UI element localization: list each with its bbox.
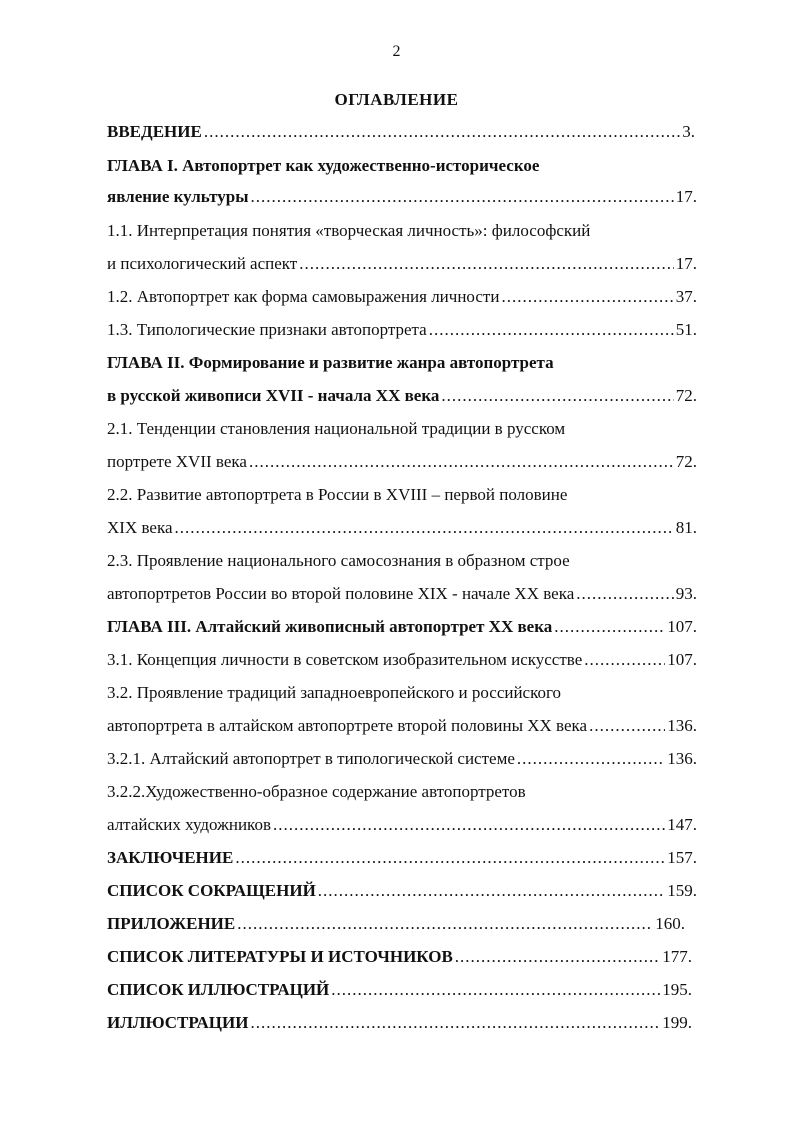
dot-leader xyxy=(318,880,665,902)
toc-entry-label: 1.2. Автопортрет как форма самовыражения личности xyxy=(107,287,500,306)
dot-leader xyxy=(455,946,660,968)
dot-leader xyxy=(517,748,665,770)
toc-entry-2-3[interactable] xyxy=(107,583,697,605)
toc-entry-literature[interactable] xyxy=(107,946,692,968)
toc-entry-3-2[interactable] xyxy=(107,715,697,737)
toc-entry-1-2[interactable] xyxy=(107,286,697,308)
toc-entry-page: 51. xyxy=(675,320,697,339)
dot-leader xyxy=(175,517,674,539)
toc-entry-page: 136. xyxy=(667,749,697,768)
toc-entry-chapter-2[interactable] xyxy=(107,385,697,407)
toc-entry-page: 160. xyxy=(655,914,685,933)
toc-entry-page: 72. xyxy=(675,386,697,405)
toc-entry-label: и психологический аспект xyxy=(107,254,298,273)
page-title: ОГЛАВЛЕНИЕ xyxy=(334,90,459,109)
toc-entry-chapter-2-line1: ГЛАВА II. Формирование и развитие жанра автопортрета xyxy=(107,353,554,372)
toc-entry-page: 195. xyxy=(662,980,692,999)
toc-entry-page: 107. xyxy=(667,617,697,636)
dot-leader xyxy=(584,649,665,671)
toc-entry-1-1[interactable] xyxy=(107,253,697,275)
dot-leader xyxy=(429,319,674,341)
toc-entry-label: ПРИЛОЖЕНИЕ xyxy=(107,914,236,933)
toc-entry-chapter-1-line1: ГЛАВА I. Автопортрет как художественно-историческое xyxy=(107,156,540,175)
toc-entry-intro[interactable] xyxy=(107,121,695,143)
toc-entry-label: 3.1. Концепция личности в советском изобразительном искусстве xyxy=(107,650,583,669)
page-number: 2 xyxy=(392,43,401,60)
toc-entry-page: 17. xyxy=(675,187,697,206)
toc-entry-3-2-2-line1: 3.2.2.Художественно-образное содержание автопортретов xyxy=(107,782,526,801)
dot-leader xyxy=(204,121,680,143)
toc-entry-page: 136. xyxy=(667,716,697,735)
toc-entry-page: 157. xyxy=(667,848,697,867)
toc-entry-2-1[interactable] xyxy=(107,451,697,473)
dot-leader xyxy=(249,451,674,473)
dot-leader xyxy=(589,715,665,737)
dot-leader xyxy=(501,286,673,308)
toc-entry-label: СПИСОК СОКРАЩЕНИЙ xyxy=(107,881,316,900)
toc-entry-2-2-line1: 2.2. Развитие автопортрета в России в XVIII – первой половине xyxy=(107,485,568,504)
toc-entry-3-2-line1: 3.2. Проявление традиций западноевропейского и российского xyxy=(107,683,562,702)
toc-entry-chapter-1[interactable] xyxy=(107,186,697,208)
toc-entry-page: 177. xyxy=(662,947,692,966)
dot-leader xyxy=(441,385,673,407)
toc-entry-label: алтайских художников xyxy=(107,815,271,834)
toc-entry-page: 37. xyxy=(675,287,697,306)
toc-entry-label: автопортрета в алтайском автопортрете второй половины XX века xyxy=(107,716,588,735)
toc-entry-3-2-2[interactable] xyxy=(107,814,697,836)
toc-entry-1-3[interactable] xyxy=(107,319,697,341)
toc-entry-label: автопортретов России во второй половине XIX - начале XX века xyxy=(107,584,575,603)
toc-entry-illustrations-list[interactable] xyxy=(107,979,692,1001)
toc-entry-label: явление культуры xyxy=(107,187,249,206)
toc-entry-label: ВВЕДЕНИЕ xyxy=(107,122,202,141)
toc-entry-page: 3. xyxy=(682,122,695,141)
toc-entry-label: ИЛЛЮСТРАЦИИ xyxy=(107,1013,249,1032)
toc-entry-page: 147. xyxy=(667,815,697,834)
dot-leader xyxy=(237,913,653,935)
toc-entry-conclusion[interactable] xyxy=(107,847,697,869)
toc-entry-page: 199. xyxy=(662,1013,692,1032)
dot-leader xyxy=(273,814,665,836)
toc-entry-illustrations[interactable] xyxy=(107,1012,692,1034)
toc-entry-chapter-3[interactable] xyxy=(107,616,697,638)
dot-leader xyxy=(299,253,674,275)
dot-leader xyxy=(576,583,673,605)
toc-entry-page: 159. xyxy=(667,881,697,900)
toc-entry-3-1[interactable] xyxy=(107,649,697,671)
toc-entry-label: в русской живописи XVII - начала XX века xyxy=(107,386,440,405)
toc-entry-page: 17. xyxy=(675,254,697,273)
toc-entry-appendix[interactable] xyxy=(107,913,685,935)
toc-entry-label: СПИСОК ИЛЛЮСТРАЦИЙ xyxy=(107,980,330,999)
toc-entry-label: XIX века xyxy=(107,518,173,537)
dot-leader xyxy=(331,979,660,1001)
toc-entry-abbreviations[interactable] xyxy=(107,880,697,902)
toc-entry-page: 93. xyxy=(675,584,697,603)
toc-entry-label: СПИСОК ЛИТЕРАТУРЫ И ИСТОЧНИКОВ xyxy=(107,947,453,966)
dot-leader xyxy=(250,1012,660,1034)
toc-entry-page: 107. xyxy=(667,650,697,669)
toc-entry-page: 81. xyxy=(675,518,697,537)
dot-leader xyxy=(235,847,665,869)
toc-entry-2-3-line1: 2.3. Проявление национального самосознания в образном строе xyxy=(107,551,570,570)
toc-entry-page: 72. xyxy=(675,452,697,471)
toc-entry-label: 1.3. Типологические признаки автопортрета xyxy=(107,320,427,339)
dot-leader xyxy=(554,616,665,638)
toc-entry-label: портрете XVII века xyxy=(107,452,247,471)
toc-entry-3-2-1[interactable] xyxy=(107,748,697,770)
toc-entry-2-1-line1: 2.1. Тенденции становления национальной традиции в русском xyxy=(107,419,566,438)
dot-leader xyxy=(251,186,674,208)
toc-entry-label: ГЛАВА III. Алтайский живописный автопортрет XX века xyxy=(107,617,553,636)
toc-entry-1-1-line1: 1.1. Интерпретация понятия «творческая личность»: философский xyxy=(107,221,591,240)
toc-entry-2-2[interactable] xyxy=(107,517,697,539)
toc-entry-label: 3.2.1. Алтайский автопортрет в типологической системе xyxy=(107,749,515,768)
toc-entry-label: ЗАКЛЮЧЕНИЕ xyxy=(107,848,234,867)
